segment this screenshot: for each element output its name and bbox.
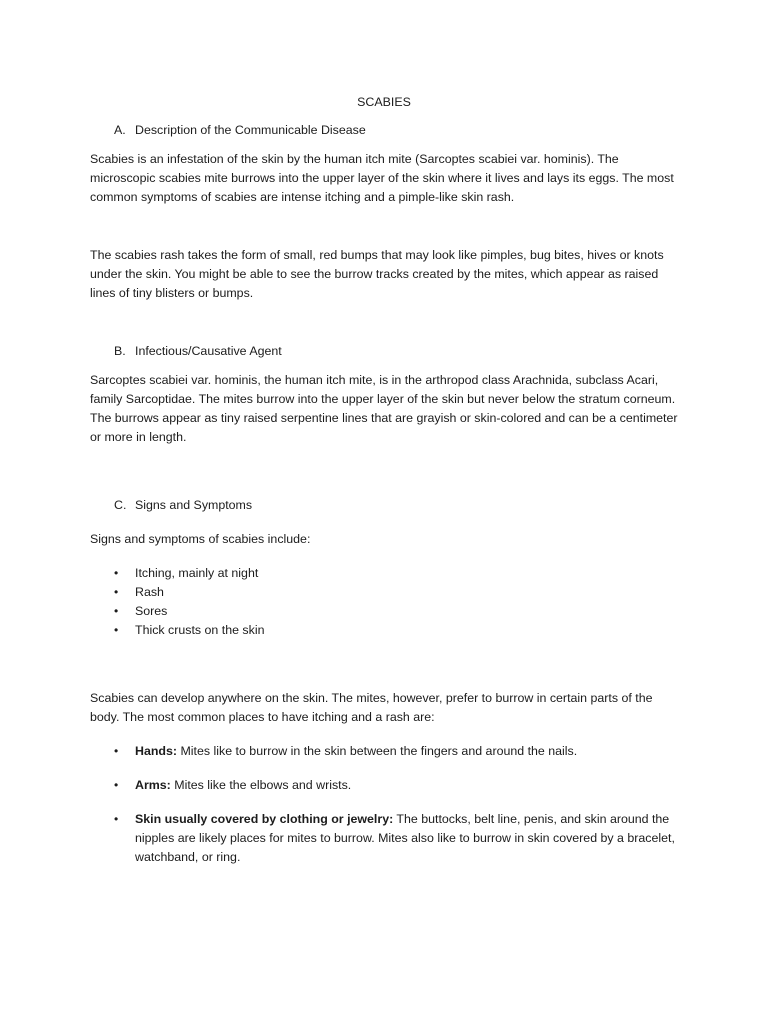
section-heading-text: Signs and Symptoms xyxy=(135,498,253,512)
document-title: SCABIES xyxy=(357,95,411,109)
location-text: The buttocks, belt line, penis, and skin around the nipples are likely places for mites to burrow. Mites also like to burrow in skin covered by a bracelet, watchband, or ring. xyxy=(135,812,675,864)
paragraph-description-1: Scabies is an infestation of the skin by the human itch mite (Sarcoptes scabiei var. hominis). The microscopic scabies mite burrows into the upper layer of the skin where it lives and lays its eggs. The most common symptoms of scabies are intense itching and a pimple-like skin rash. xyxy=(90,152,674,204)
location-label: Skin usually covered by clothing or jewelry: xyxy=(135,812,394,826)
bullet-icon: • xyxy=(114,623,119,637)
paragraph-locations-intro: Scabies can develop anywhere on the skin. The mites, however, prefer to burrow in certain parts of the body. The most common places to have itching and a rash are: xyxy=(90,691,653,724)
location-text: Mites like to burrow in the skin between the fingers and around the nails. xyxy=(177,744,578,758)
list-item-text: Itching, mainly at night xyxy=(135,566,259,580)
section-number: C. xyxy=(114,498,127,512)
list-item xyxy=(114,583,680,602)
bullet-icon: • xyxy=(114,778,119,792)
bullet-icon: • xyxy=(114,744,119,758)
list-item xyxy=(114,776,680,795)
bullet-icon: • xyxy=(114,812,119,826)
section-heading-text: Infectious/Causative Agent xyxy=(135,344,282,358)
list-item-text: Sores xyxy=(135,604,168,618)
location-label: Hands: xyxy=(135,744,177,758)
list-item-text: Rash xyxy=(135,585,164,599)
section-heading-b xyxy=(114,342,282,361)
bullet-icon: • xyxy=(114,566,119,580)
location-label: Arms: xyxy=(135,778,171,792)
section-number: A. xyxy=(114,123,126,137)
list-item xyxy=(114,602,680,621)
location-text: Mites like the elbows and wrists. xyxy=(170,778,352,792)
paragraph-description-2: The scabies rash takes the form of small, red bumps that may look like pimples, bug bites, hives or knots under the skin. You might be able to see the burrow tracks created by the mites, which appear as raised lines of tiny blisters or bumps. xyxy=(90,248,664,300)
paragraph-agent: Sarcoptes scabiei var. hominis, the human itch mite, is in the arthropod class Arachnida, subclass Acari, family Sarcoptidae. The mites burrow into the upper layer of the skin but never below the stratum corneum. The burrows appear as tiny raised serpentine lines that are grayish or skin-colored and can be a centimeter or more in length. xyxy=(90,373,678,444)
section-heading-a xyxy=(114,121,366,140)
bullet-icon: • xyxy=(114,585,119,599)
symptoms-list xyxy=(114,564,680,640)
paragraph-symptoms-intro: Signs and symptoms of scabies include: xyxy=(90,532,311,546)
list-item xyxy=(114,621,680,640)
bullet-icon: • xyxy=(114,604,119,618)
list-item-text: Thick crusts on the skin xyxy=(135,623,265,637)
list-item xyxy=(114,742,680,761)
section-heading-c xyxy=(114,496,252,515)
list-item xyxy=(114,564,680,583)
section-number: B. xyxy=(114,344,126,358)
list-item xyxy=(114,810,680,867)
section-heading-text: Description of the Communicable Disease xyxy=(135,123,366,137)
locations-list xyxy=(114,742,680,882)
